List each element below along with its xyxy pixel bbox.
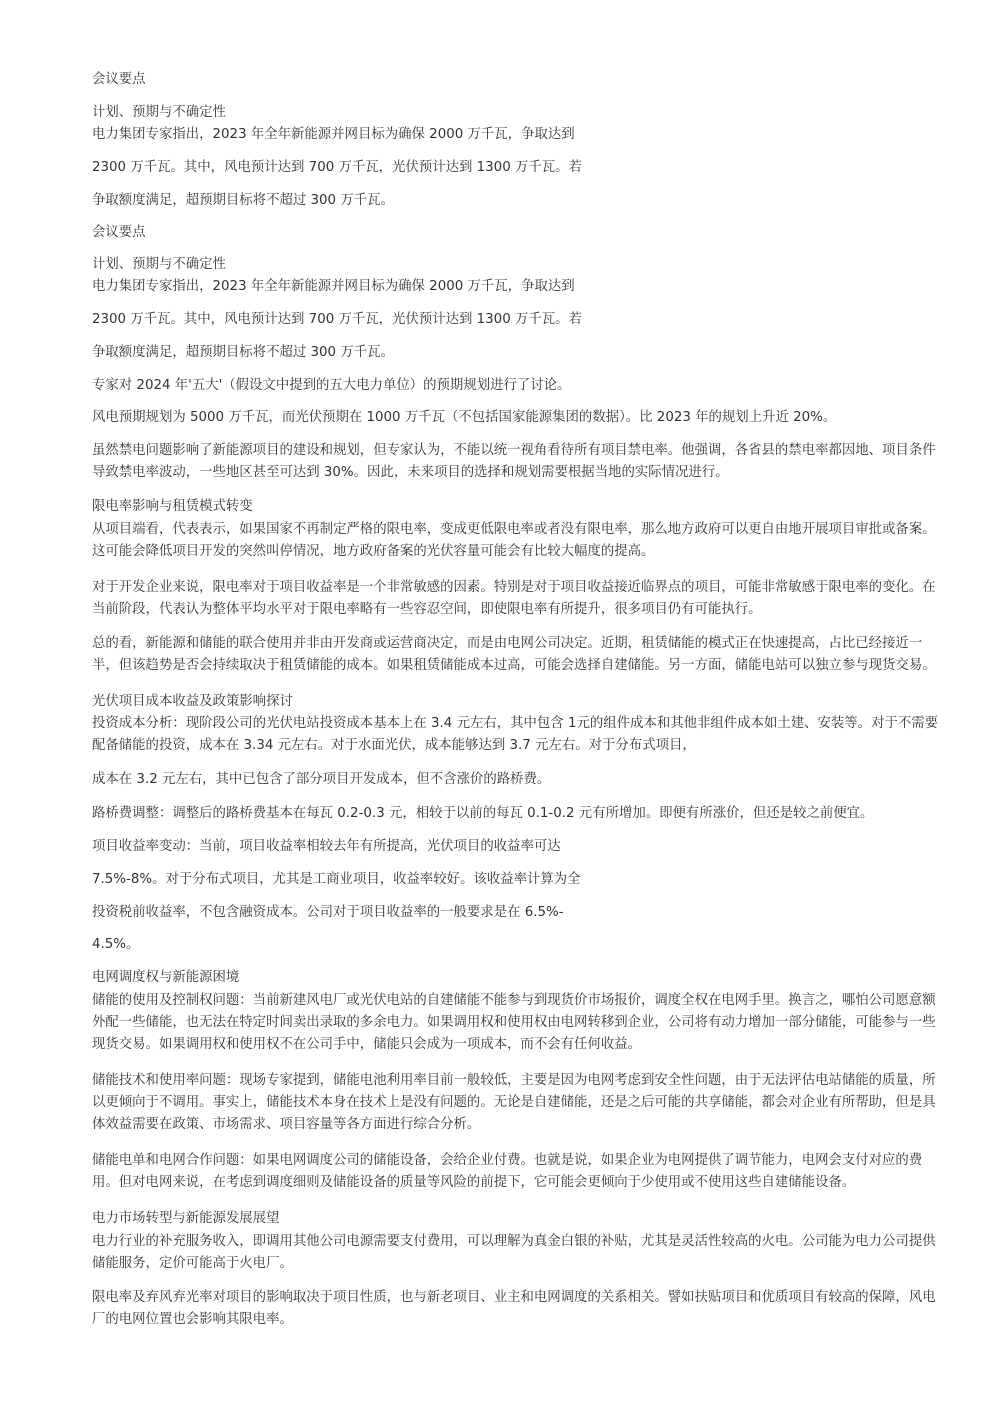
subheading: 电力市场转型与新能源发展展望 [92, 1211, 280, 1226]
subheading: 电网调度权与新能源困境 [92, 970, 240, 985]
paragraph-line: 争取额度满足，超预期目标将不超过 300 万千瓦。 [92, 345, 394, 360]
paragraph-line: 电力集团专家指出，2023 年全年新能源并网目标为确保 2000 万千瓦，争取达到 [92, 127, 575, 142]
paragraph: 风电预期规划为 5000 万千瓦，而光伏预期在 1000 万千瓦（不包括国家能源集团的数据）。比 2023 年的规划上升近 20%。 [92, 410, 837, 425]
paragraph: 储能电单和电网合作问题：如果电网调度公司的储能设备，会给企业付费。也就是说，如果企业为电网提供了调节能力，电网会支付对应的费用。但对电网来说，在考虑到调度细则及储能设备的质量等风险的前提下，它可能会更倾向于少使用或不使用这些自建储能设备。 [92, 1153, 923, 1190]
paragraph: 路桥费调整：调整后的路桥费基本在每瓦 0.2-0.3 元，相较于以前的每瓦 0.1-0.2 元有所增加。即便有所涨价，但还是较之前便宜。 [92, 806, 874, 821]
paragraph: 虽然禁电问题影响了新能源项目的建设和规划，但专家认为，不能以统一视角看待所有项目禁电率。他强调，各省县的禁电率都因地、项目条件导致禁电率波动，一些地区甚至可达到 30%。因此，未来项目的选择和规划需要根据当地的实际情况进行。 [92, 443, 936, 480]
paragraph-line: 投资税前收益率，不包含融资成本。公司对于项目收益率的一般要求是在 6.5%- [92, 905, 564, 920]
paragraph: 对于开发企业来说，限电率对于项目收益率是一个非常敏感的因素。特别是对于项目收益接近临界点的项目，可能非常敏感于限电率的变化。在当前阶段，代表认为整体平均水平对于限电率略有一些容忍空间，即使限电率有所提升，很多项目仍有可能执行。 [92, 580, 936, 617]
section-heading: 会议要点 [92, 225, 146, 240]
paragraph: 专家对 2024 年'五大'（假设文中提到的五大电力单位）的预期规划进行了讨论。 [92, 378, 571, 393]
paragraph: 储能技术和使用率问题：现场专家提到，储能电池利用率目前一般较低，主要是因为电网考虑到安全性问题，由于无法评估电站储能的质量，所以更倾向于不调用。事实上，储能技术本身在技术上是没有问题的。无论是自建储能，还是之后可能的共享储能，都会对企业有所帮助，但是具体效益需要在政策、市场需求、项目容量等各方面进行综合分析。 [92, 1073, 936, 1132]
paragraph: 储能的使用及控制权问题：当前新建风电厂或光伏电站的自建储能不能参与到现货价市场报价，调度全权在电网手里。换言之，哪怕公司愿意额外配一些储能，也无法在特定时间卖出录取的多余电力。如果调用权和使用权由电网转移到企业，公司将有动力增加一部分储能，可能参与一些现货交易。如果调用权和使用权不在公司手中，储能只会成为一项成本，而不会有任何收益。 [92, 993, 936, 1052]
subheading: 限电率影响与租赁模式转变 [92, 499, 253, 514]
paragraph-line: 2300 万千瓦。其中，风电预计达到 700 万千瓦，光伏预计达到 1300 万千瓦。若 [92, 160, 582, 175]
paragraph: 电力行业的补充服务收入，即调用其他公司电源需要支付费用，可以理解为真金白银的补贴，尤其是灵活性较高的火电。公司能为电力公司提供储能服务，定价可能高于火电厂。 [92, 1234, 936, 1271]
paragraph-line: 争取额度满足，超预期目标将不超过 300 万千瓦。 [92, 193, 394, 208]
subheading: 光伏项目成本收益及政策影响探讨 [92, 694, 293, 709]
paragraph-line: 7.5%-8%。对于分布式项目，尤其是工商业项目，收益率较好。该收益率计算为全 [92, 872, 581, 887]
paragraph: 限电率及弃风弃光率对项目的影响取决于项目性质，也与新老项目、业主和电网调度的关系相关。譬如扶贴项目和优质项目有较高的保障，风电厂的电网位置也会影响其限电率。 [92, 1290, 936, 1327]
subheading: 计划、预期与不确定性 [92, 257, 226, 272]
paragraph-line: 4.5%。 [92, 937, 140, 952]
subheading: 计划、预期与不确定性 [92, 105, 226, 120]
paragraph: 投资成本分析：现阶段公司的光伏电站投资成本基本上在 3.4 元左右，其中包含 1元的组件成本和其他非组件成本如土建、安装等。对于不需要配备储能的投资，成本在 3.34 元左右。对于水面光伏，成本能够达到 3.7 元左右。对于分布式项目， [92, 716, 939, 753]
paragraph-line: 成本在 3.2 元左右，其中已包含了部分项目开发成本，但不含涨价的路桥费。 [92, 772, 551, 787]
paragraph-line: 项目收益率变动：当前，项目收益率相较去年有所提高，光伏项目的收益率可达 [92, 839, 561, 854]
paragraph: 从项目端看，代表表示，如果国家不再制定严格的限电率，变成更低限电率或者没有限电率，那么地方政府可以更自由地开展项目审批或备案。这可能会降低项目开发的突然叫停情况，地方政府备案的光伏容量可能会有比较大幅度的提高。 [92, 522, 936, 559]
section-heading: 会议要点 [92, 72, 146, 87]
paragraph-line: 电力集团专家指出，2023 年全年新能源并网目标为确保 2000 万千瓦，争取达到 [92, 279, 575, 294]
paragraph-line: 2300 万千瓦。其中，风电预计达到 700 万千瓦，光伏预计达到 1300 万千瓦。若 [92, 312, 582, 327]
paragraph: 总的看，新能源和储能的联合使用并非由开发商或运营商决定，而是由电网公司决定。近期，租赁储能的模式正在快速提高，占比已经接近一半，但该趋势是否会持续取决于租赁储能的成本。如果租赁储能成本过高，可能会选择自建储能。另一方面，储能电站可以独立参与现货交易。 [92, 636, 936, 673]
